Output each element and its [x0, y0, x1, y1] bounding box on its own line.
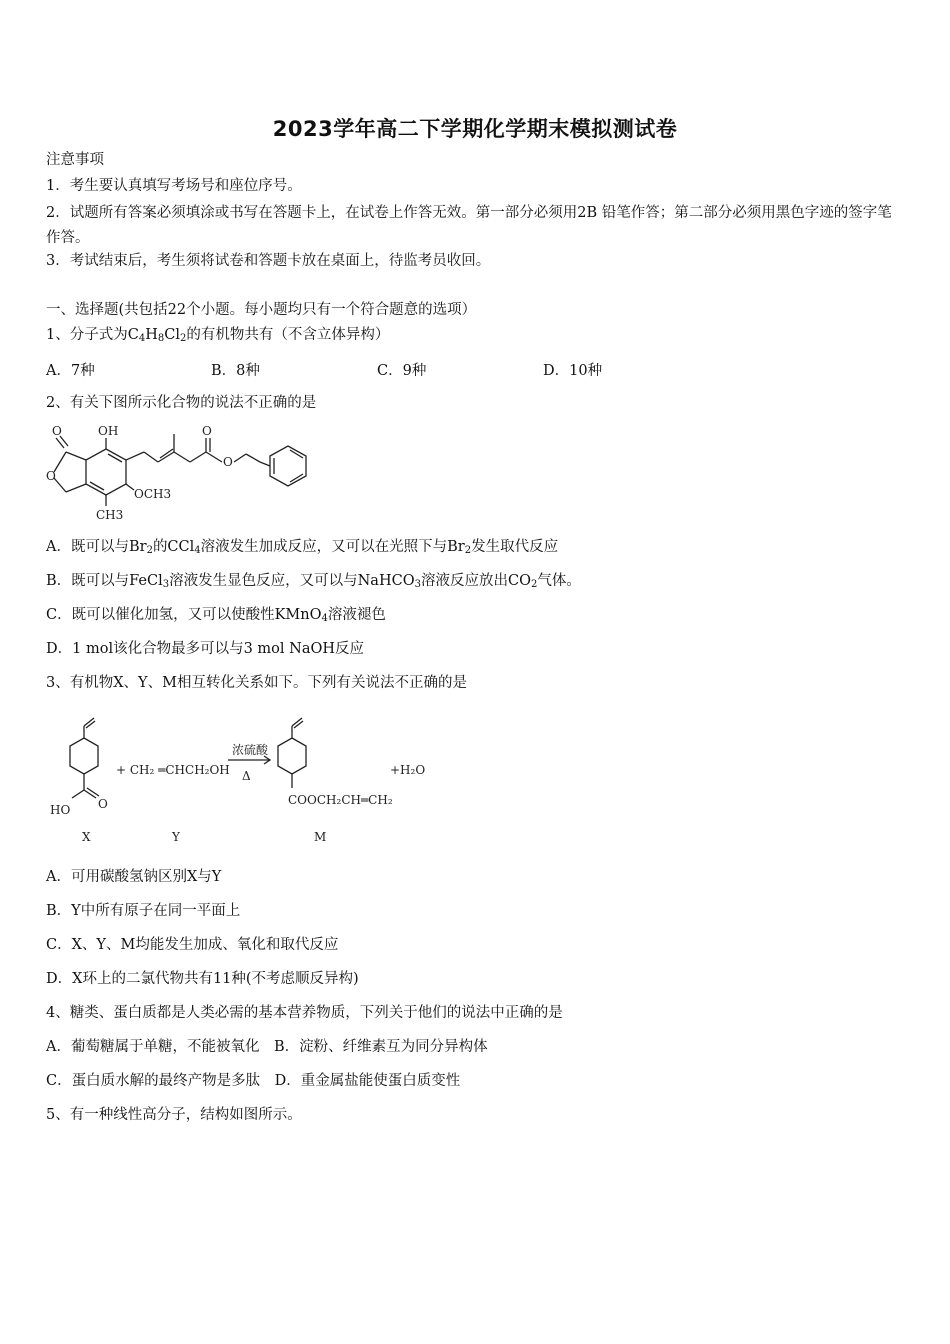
- q2-label-o4: O: [223, 455, 233, 469]
- q3-option-c: C．X、Y、M均能发生加成、氧化和取代反应: [46, 937, 339, 953]
- q2-option-b: B．既可以与FeCl$_3$溶液发生显色反应，又可以与NaHCO$_3$溶液反应放出$CO_2$气体。: [46, 573, 581, 590]
- notice-item-3: 3．考试结束后，考生须将试卷和答题卡放在桌面上，待监考员收回。: [46, 253, 491, 269]
- q3-stem: 3、有机物X、Y、M相互转化关系如下。下列有关说法不正确的是: [46, 675, 467, 691]
- q1-option-c: C．9种: [377, 363, 427, 379]
- section-heading: 一、选择题(共包括22个小题。每小题均只有一个符合题意的选项）: [46, 302, 477, 318]
- q1-option-b: B．8种: [211, 363, 260, 379]
- q1-option-d: D．10种: [543, 363, 603, 379]
- q4-stem: 4、糖类、蛋白质都是人类必需的基本营养物质，下列关于他们的说法中正确的是: [46, 1005, 563, 1021]
- q2-option-a: A．既可以与$Br_2$的CCl$_4$溶液发生加成反应，又可以在光照下与$Br_2$发生取代反应: [46, 539, 559, 556]
- q2-label-o2: O: [46, 469, 56, 483]
- q2-option-d: D．1 mol该化合物最多可以与3 mol NaOH反应: [46, 641, 365, 657]
- q3-label-water: +H₂O: [390, 763, 426, 777]
- q3-option-b: B．Y中所有原子在同一平面上: [46, 903, 241, 919]
- q4-options-row-2: C．蛋白质水解的最终产物是多肽 D．重金属盐能使蛋白质变性: [46, 1073, 461, 1089]
- q3-label-y: Y: [172, 830, 180, 844]
- notice-heading: 注意事项: [46, 152, 104, 168]
- q1-stem: 1、分子式为$C_4H_8Cl_2$的有机物共有（不含立体异构）: [46, 327, 390, 344]
- q1-option-a: A．7种: [46, 363, 95, 379]
- q3-option-a: A．可用碳酸氢钠区别X与Y: [46, 869, 222, 885]
- q2-label-o3: O: [202, 424, 212, 438]
- q3-reaction-scheme: [44, 710, 444, 850]
- q3-label-catalyst: 浓硫酸: [232, 743, 269, 757]
- q2-label-o1: O: [52, 424, 62, 438]
- q3-option-d: D．X环上的二氯代物共有11种(不考虑顺反异构): [46, 971, 359, 987]
- q2-label-och3: OCH3: [134, 487, 172, 501]
- q3-label-m: M: [314, 830, 327, 844]
- q2-structure-diagram: [40, 422, 320, 528]
- q3-label-ester: COOCH₂CH═CH₂: [288, 793, 393, 807]
- q3-label-o: O: [98, 797, 108, 811]
- q2-option-c: C．既可以催化加氢，又可以使酸性KMnO$_4$溶液褪色: [46, 607, 386, 624]
- q2-label-oh: OH: [98, 424, 119, 438]
- q3-label-x: X: [82, 830, 91, 844]
- notice-item-2: 2．试题所有答案必须填涂或书写在答题卡上，在试卷上作答无效。第一部分必须用2B 铅笔作答；第二部分必须用黑色字迹的签字笔作答。: [46, 205, 892, 246]
- q3-label-heat: Δ: [242, 769, 251, 783]
- q3-label-ho: HO: [50, 803, 71, 817]
- notice-item-1: 1．考生要认真填写考场号和座位序号。: [46, 178, 302, 194]
- q4-options-row-1: A．葡萄糖属于单糖，不能被氧化 B．淀粉、纤维素互为同分异构体: [46, 1039, 488, 1055]
- q5-stem: 5、有一种线性高分子，结构如图所示。: [46, 1107, 302, 1123]
- q3-label-reagent-y: + CH₂ ═CHCH₂OH: [116, 763, 230, 777]
- page-title: 2023学年高二下学期化学期末模拟测试卷: [272, 117, 678, 141]
- q2-label-ch3: CH3: [96, 508, 124, 522]
- q2-stem: 2、有关下图所示化合物的说法不正确的是: [46, 395, 317, 411]
